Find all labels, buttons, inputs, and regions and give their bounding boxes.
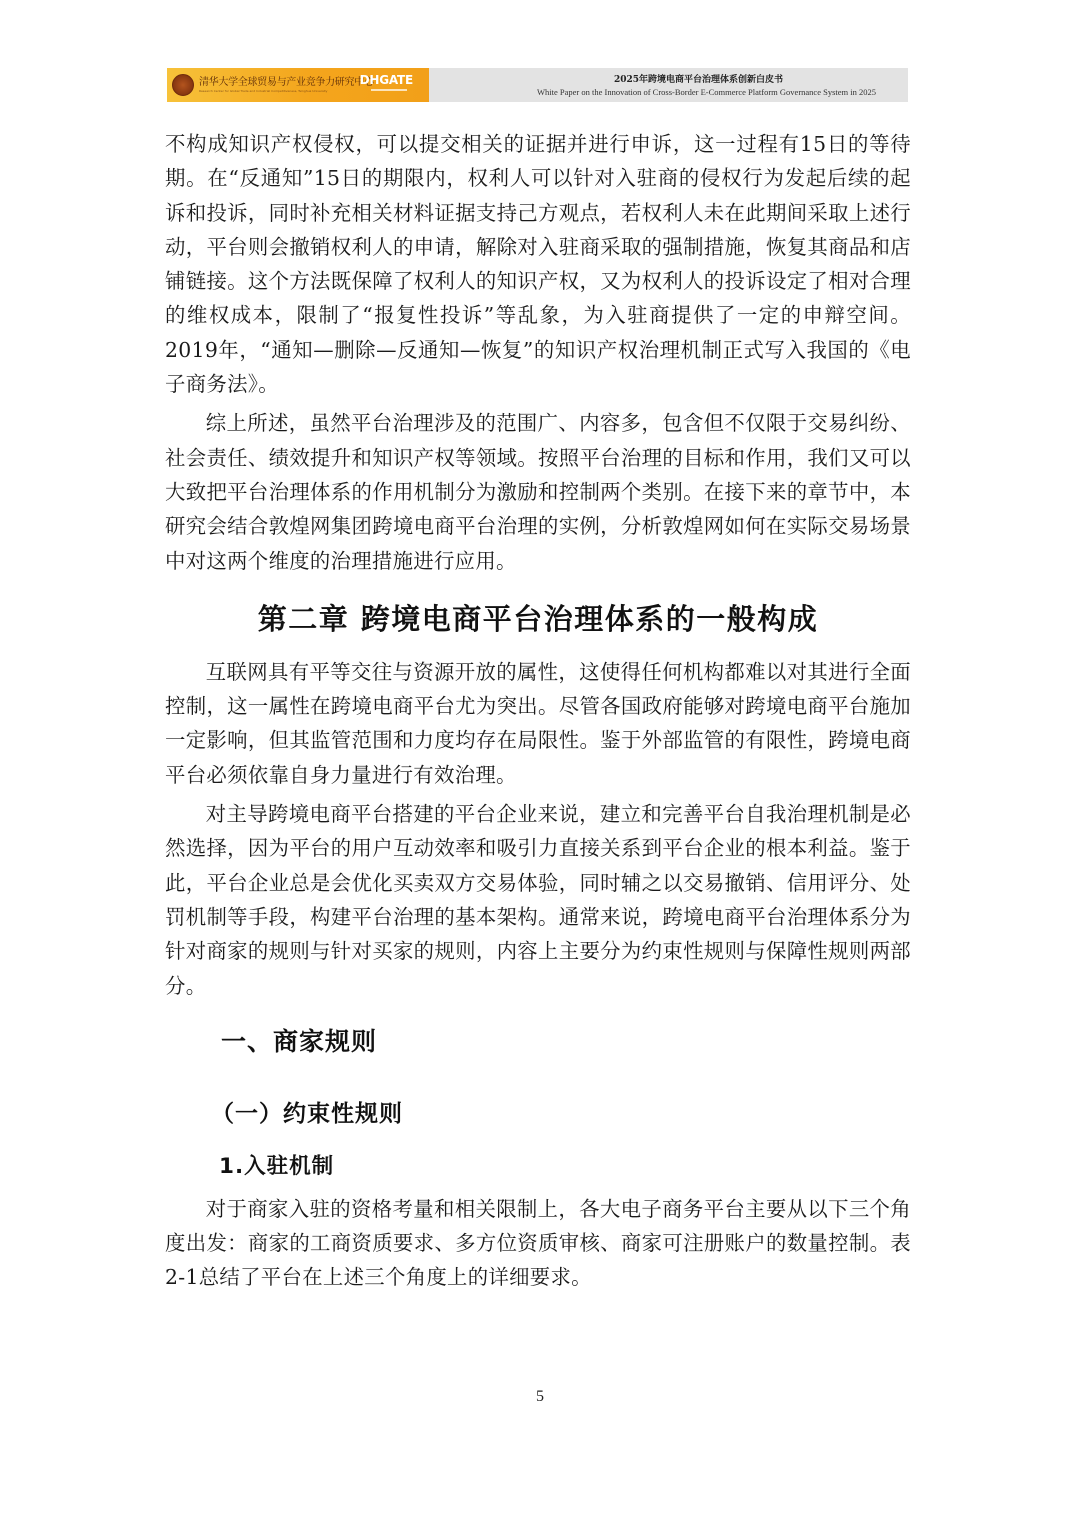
header-logo-band: [167, 68, 429, 102]
page-body: [165, 127, 911, 1295]
dhgate-logo: DHGATE: [359, 73, 413, 87]
section-heading-2: （一）约束性规则: [211, 1100, 403, 1127]
paragraph-5: 对于商家入驻的资格考量和相关限制上，各大电子商务平台主要从以下三个角度出发：商家的工商资质要求、多方位资质审核、商家可注册账户的数量控制。表2-1总结了平台在上述三个角度上的详细要求。: [165, 1196, 911, 1290]
university-seal-icon: [172, 74, 194, 96]
document-title-en: White Paper on the Innovation of Cross-Border E-Commerce Platform Governance System in 2025: [537, 87, 876, 97]
institution-name-cn: 清华大学全球贸易与产业竞争力研究中心: [199, 76, 374, 88]
paragraph-3: 互联网具有平等交往与资源开放的属性，这使得任何机构都难以对其进行全面控制，这一属性在跨境电商平台尤为突出。尽管各国政府能够对跨境电商平台施加一定影响，但其监管范围和力度均存在局限性。鉴于外部监管的有限性，跨境电商平台必须依靠自身力量进行有效治理。: [165, 659, 911, 787]
institution-logo: [199, 78, 374, 93]
chapter-title: 第二章 跨境电商平台治理体系的一般构成: [257, 601, 819, 636]
institution-name-en: Research Center for Global Trade and Industrial Competitiveness, Tsinghua University: [199, 88, 328, 93]
paragraph-1: 不构成知识产权侵权，可以提交相关的证据并进行申诉，这一过程有15日的等待期。在“反通知”15日的期限内，权利人可以针对入驻商的侵权行为发起后续的起诉和投诉，同时补充相关材料证据支持己方观点，若权利人未在此期间采取上述行动，平台则会撤销权利人的申请，解除对入驻商采取的强制措施，恢复其商品和店铺链接。这个方法既保障了权利人的知识产权，又为权利人的投诉设定了相对合理的维权成本，限制了“报复性投诉”等乱象，为入驻商提供了一定的申辩空间。2019年，“通知—删除—反通知—恢复”的知识产权治理机制正式写入我国的《电子商务法》。: [165, 132, 911, 397]
dhgate-logo-underline: [371, 89, 407, 91]
header-title-band: [429, 68, 908, 102]
page-number: 5: [536, 1388, 544, 1405]
section-heading-3: 1.入驻机制: [219, 1153, 335, 1179]
paragraph-2: 综上所述，虽然平台治理涉及的范围广、内容多，包含但不仅限于交易纠纷、社会责任、绩效提升和知识产权等领域。按照平台治理的目标和作用，我们又可以大致把平台治理体系的作用机制分为激励和控制两个类别。在接下来的章节中，本研究会结合敦煌网集团跨境电商平台治理的实例，分析敦煌网如何在实际交易场景中对这两个维度的治理措施进行应用。: [165, 411, 911, 573]
section-heading-1: 一、商家规则: [221, 1026, 378, 1056]
document-title-cn: 2025年跨境电商平台治理体系创新白皮书: [613, 75, 784, 85]
paragraph-4: 对主导跨境电商平台搭建的平台企业来说，建立和完善平台自我治理机制是必然选择，因为平台的用户互动效率和吸引力直接关系到平台企业的根本利益。鉴于此，平台企业总是会优化买卖双方交易体验，同时辅之以交易撤销、信用评分、处罚机制等手段，构建平台治理的基本架构。通常来说，跨境电商平台治理体系分为针对商家的规则与针对买家的规则，内容上主要分为约束性规则与保障性规则两部分。: [165, 802, 911, 998]
page-header: [167, 68, 908, 102]
